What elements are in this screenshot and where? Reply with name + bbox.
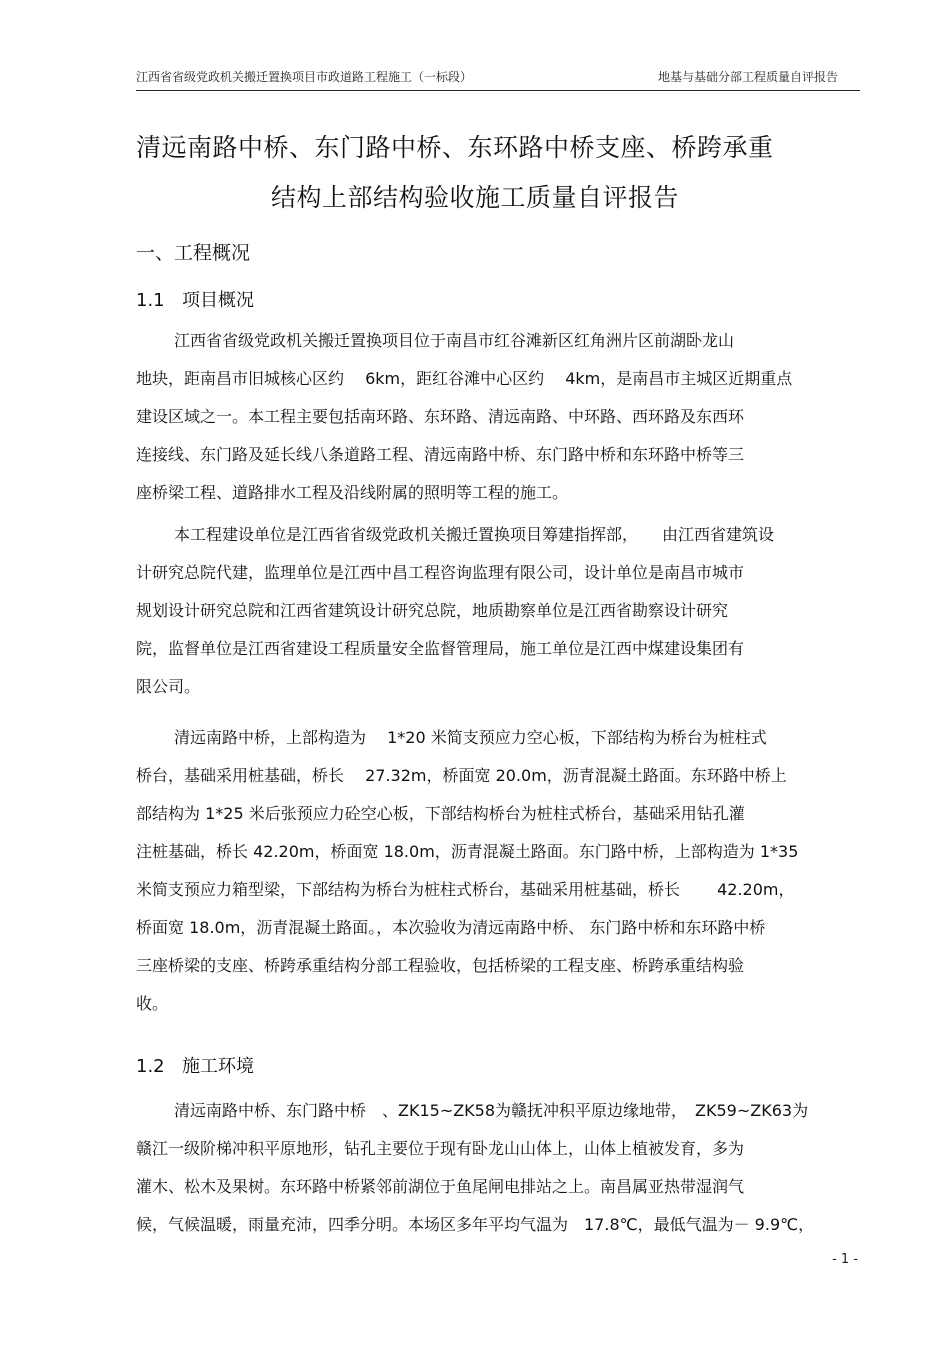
page-title-line-2: 结构上部结构验收施工质量自评报告: [270, 183, 679, 212]
paragraph-line: 建设区域之一。本工程主要包括南环路、东环路、清远南路、中环路、西环路及东西环: [136, 407, 745, 426]
subsection-number: 1.2: [136, 1056, 165, 1077]
header-document-title: 江西省省级党政机关搬迁置换项目市政道路工程施工（一标段）: [136, 70, 473, 84]
subsection-heading-1-1: [136, 286, 254, 312]
page-number: - 1 -: [832, 1252, 858, 1267]
paragraph-line: 灌木、松木及果树。东环路中桥紧邻前湖位于鱼尾闸电排站之上。南昌属亚热带湿润气: [136, 1177, 745, 1196]
paragraph-line: 清远南路中桥、东门路中桥 、ZK15~ZK58为赣抚冲积平原边缘地带， ZK59~ZK63为: [174, 1101, 809, 1120]
paragraph-parties: [136, 516, 860, 706]
subsection-heading-1-2: [136, 1052, 254, 1078]
page-title-line-1: 清远南路中桥、东门路中桥、东环路中桥支座、桥跨承重: [136, 133, 774, 162]
subsection-number: 1.1: [136, 290, 165, 311]
paragraph-line: 桥台，基础采用桩基础，桥长 27.32m，桥面宽 20.0m，沥青混凝土路面。东环路中桥上: [136, 766, 787, 785]
paragraph-project-overview: [136, 322, 860, 512]
paragraph-line: 桥面宽 18.0m，沥青混凝土路面。，本次验收为清远南路中桥、 东门路中桥和东环路中桥: [136, 918, 766, 937]
paragraph-environment: [136, 1092, 860, 1244]
paragraph-line: 三座桥梁的支座、桥跨承重结构分部工程验收，包括桥梁的工程支座、桥跨承重结构验: [136, 956, 745, 975]
header-report-title: 地基与基础分部工程质量自评报告: [657, 70, 838, 84]
subsection-title: 施工环境: [182, 1056, 254, 1077]
paragraph-line: 本工程建设单位是江西省省级党政机关搬迁置换项目筹建指挥部， 由江西省建筑设: [174, 525, 775, 544]
paragraph-line: 限公司。: [136, 677, 201, 696]
paragraph-line: 规划设计研究总院和江西省建筑设计研究总院，地质勘察单位是江西省勘察设计研究: [136, 601, 729, 620]
paragraph-line: 注桩基础，桥长 42.20m，桥面宽 18.0m，沥青混凝土路面。东门路中桥，上部构造为 1*35: [136, 842, 799, 861]
paragraph-line: 座桥梁工程、道路排水工程及沿线附属的照明等工程的施工。: [136, 483, 569, 502]
section-heading: 一、工程概况: [136, 242, 251, 264]
paragraph-line: 部结构为 1*25 米后张预应力砼空心板，下部结构桥台为桩柱式桥台，基础采用钻孔灌: [136, 804, 745, 823]
paragraph-line: 收。: [136, 994, 169, 1013]
paragraph-line: 米简支预应力箱型梁，下部结构为桥台为桩柱式桥台，基础采用桩基础，桥长 42.20m，: [136, 880, 795, 899]
paragraph-line: 计研究总院代建，监理单位是江西中昌工程咨询监理有限公司，设计单位是南昌市城市: [136, 563, 745, 582]
subsection-title: 项目概况: [182, 290, 254, 311]
paragraph-line: 院，监督单位是江西省建设工程质量安全监督管理局，施工单位是江西中煤建设集团有: [136, 639, 745, 658]
header-divider: [136, 90, 860, 91]
paragraph-line: 清远南路中桥，上部构造为 1*20 米简支预应力空心板，下部结构为桥台为桩柱式: [174, 728, 767, 747]
paragraph-line: 赣江一级阶梯冲积平原地形，钻孔主要位于现有卧龙山山体上，山体上植被发育，多为: [136, 1139, 745, 1158]
paragraph-line: 江西省省级党政机关搬迁置换项目位于南昌市红谷滩新区红角洲片区前湖卧龙山: [174, 331, 735, 350]
paragraph-line: 连接线、东门路及延长线八条道路工程、清远南路中桥、东门路中桥和东环路中桥等三: [136, 445, 745, 464]
paragraph-bridges: [136, 719, 860, 1023]
paragraph-line: 地块，距南昌市旧城核心区约 6km，距红谷滩中心区约 4km，是南昌市主城区近期重点: [136, 369, 793, 388]
paragraph-line: 候，气候温暖，雨量充沛，四季分明。本场区多年平均气温为 17.8℃，最低气温为－ 9.9℃，: [136, 1215, 815, 1234]
